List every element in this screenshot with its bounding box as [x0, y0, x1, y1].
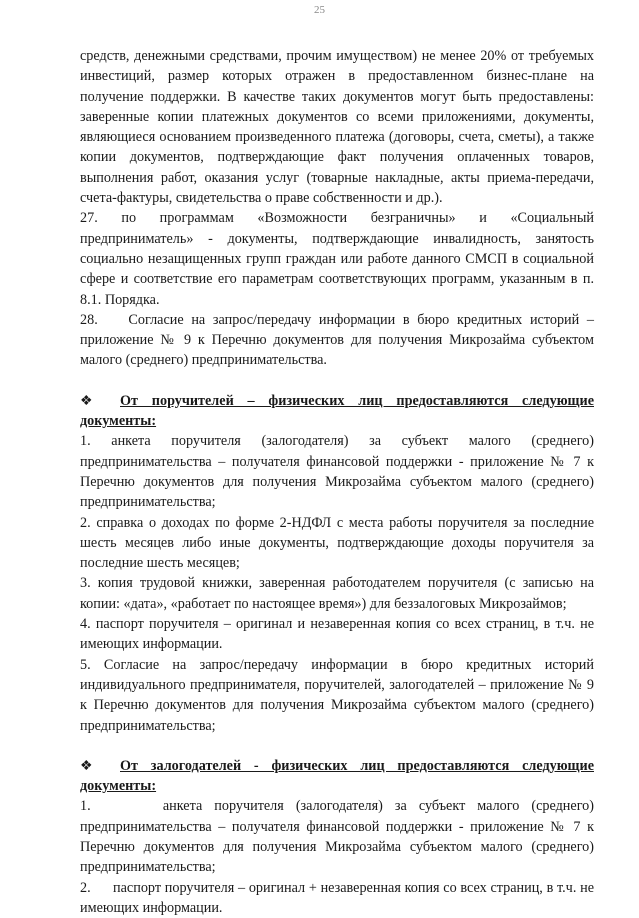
section-heading — [80, 391, 594, 432]
list-item: 5. Согласие на запрос/передачу информации в бюро кредитных историй индивидуального предпринимателя, поручителей, залогодателей – приложение № 9 к Перечню документов для получения Микрозайма субъектом малого (среднего) предпринимательства; — [80, 656, 594, 734]
diamond-bullet-icon: ❖ — [80, 757, 93, 774]
list-item: 3. копия трудовой книжки, заверенная работодателем поручителя (с записью на копии: «дата», «работает по настоящее время») для беззалоговых Микрозаймов; — [80, 575, 594, 612]
intro-paragraph: 27. по программам «Возможности безграничны» и «Социальный предприниматель» - документы, подтверждающие инвалидность, занятость социально незащищенных групп граждан или работе данного СМСП в социальной сфере и соответствие его параметрам соответствующих программ, указанным в п. 8.1. Порядка. — [80, 210, 598, 308]
list-item: 4. паспорт поручителя – оригинал и незаверенная копия со всех страниц, в т.ч. не имеющих информации. — [80, 616, 594, 653]
diamond-bullet-icon: ❖ — [80, 392, 93, 409]
intro-paragraph: 28. Согласие на запрос/передачу информации в бюро кредитных историй – приложение № 9 к Перечню документов для получения Микрозайма субъектом малого (среднего) предпринимательства. — [80, 311, 598, 369]
document-body — [80, 46, 598, 918]
section-heading-text: От залогодателей - физических лиц предоставляются следующие документы: — [80, 757, 594, 795]
intro-paragraph: средств, денежными средствами, прочим имуществом) не менее 20% от требуемых инвестиций, размер которых отражен в предоставленном бизнес-плане на получение поддержки. В качестве таких документов могут быть предоставлены: заверенные копии платежных документов со всеми приложениями, документы, являющиеся основанием произведенного платежа (договоры, счета, сметы), а также копии документов, подтверждающие факт получения оплаченных товаров, выполнения работ, оказания услуг (товарные накладные, акты приема-передачи, счета-фактуры, свидетельства о праве собственности и др.). — [80, 48, 594, 207]
section-heading-text: От поручителей – физических лиц предоставляются следующие документы: — [80, 392, 594, 430]
page-number: 25 — [314, 4, 325, 16]
list-item: 2. паспорт поручителя – оригинал + незаверенная копия со всех страниц, в т.ч. не имеющих информации. — [80, 879, 598, 916]
list-item: 2. справка о доходах по форме 2-НДФЛ с места работы поручителя за последние шесть месяцев либо иные документы, подтверждающие доходы поручителя за последние шесть месяцев; — [80, 514, 594, 572]
pledgers-section — [80, 756, 598, 918]
guarantors-section — [80, 391, 594, 736]
list-item: 1. анкета поручителя (залогодателя) за субъект малого (среднего) предпринимательства – получателя финансовой поддержки - приложение № 7 к Перечню документов для получения Микрозайма субъектом малого (среднего) предпринимательства; — [80, 798, 598, 876]
list-item: 1. анкета поручителя (залогодателя) за субъект малого (среднего) предпринимательства – получателя финансовой поддержки - приложение № 7 к Перечню документов для получения Микрозайма субъектом малого (среднего) предпринимательства; — [80, 433, 594, 511]
section-heading — [80, 756, 594, 797]
